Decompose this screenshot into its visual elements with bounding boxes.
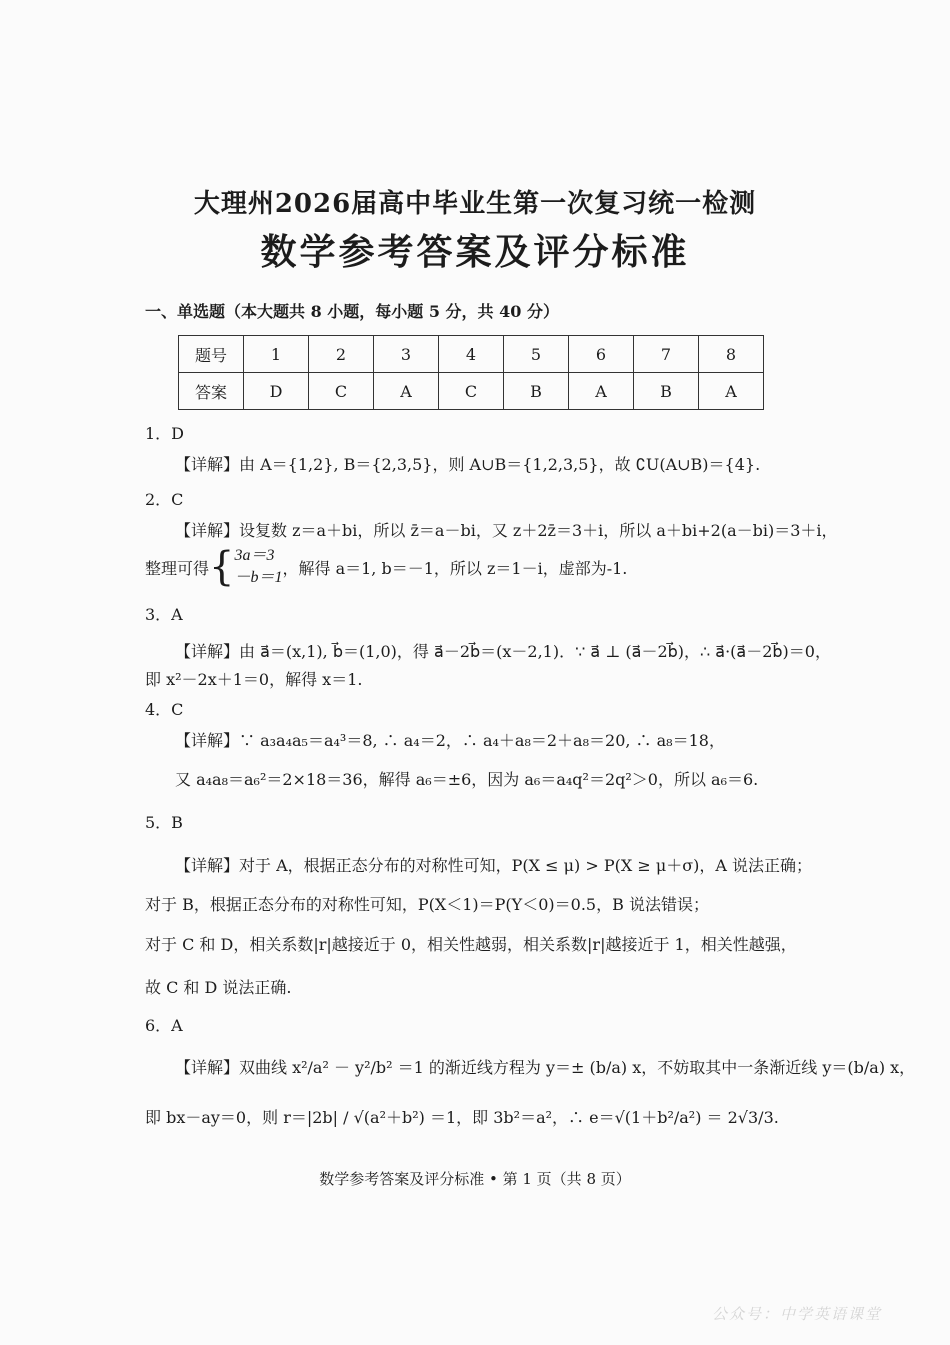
table-cell: 3: [374, 336, 439, 373]
question-6-title: 6．A: [145, 1016, 183, 1035]
table-row: [179, 373, 764, 410]
table-cell: 6: [569, 336, 634, 373]
table-row-label: 题号: [179, 336, 244, 373]
table-cell: C: [309, 373, 374, 410]
system-prefix: 整理可得: [145, 558, 210, 578]
table-cell: D: [244, 373, 309, 410]
table-cell: A: [374, 373, 439, 410]
question-4-title: 4．C: [145, 700, 184, 719]
question-2-title: 2．C: [145, 490, 184, 509]
question-2-system: [145, 544, 627, 590]
table-cell: A: [569, 373, 634, 410]
page-footer: 数学参考答案及评分标准 • 第 1 页（共 8 页）: [319, 1170, 631, 1188]
question-5-detail-b: 对于 B，根据正态分布的对称性可知，P(X＜1)＝P(Y＜0)＝0.5，B 说法错误；: [145, 895, 709, 914]
question-5-detail: 【详解】对于 A，根据正态分布的对称性可知，P(X ≤ μ) > P(X ≥ μ＋σ)，A 说法正确；: [175, 856, 813, 875]
question-5-detail-cd: 对于 C 和 D，相关系数|r|越接近于 0，相关性越弱，相关系数|r|越接近于 1，相关性越强，: [145, 935, 797, 954]
table-cell: 4: [439, 336, 504, 373]
document-title: 大理州2026届高中毕业生第一次复习统一检测: [193, 189, 757, 219]
question-5-title: 5．B: [145, 813, 183, 832]
question-1-title: 1．D: [145, 424, 185, 443]
table-cell: 8: [699, 336, 764, 373]
question-6-detail-cont: 即 bx－ay＝0，则 r＝|2b| / √(a²＋b²) ＝1，即 3b²＝a²，∴ e＝√(1＋b²/a²) ＝ 2√3/3.: [145, 1108, 779, 1127]
table-cell: B: [504, 373, 569, 410]
watermark: 公众号：中学英语课堂: [711, 1305, 882, 1323]
section-heading: 一、单选题（本大题共 8 小题，每小题 5 分，共 40 分）: [145, 302, 559, 321]
question-3-detail: 【详解】由 a⃗＝(x,1), b⃗＝(1,0)，得 a⃗－2b⃗＝(x－2,1)．∵ a⃗ ⊥ (a⃗－2b⃗)，∴ a⃗·(a⃗－2b⃗)＝0，: [175, 642, 831, 661]
brace-icon: {: [209, 544, 235, 590]
equation-system: [234, 545, 282, 589]
question-1-detail: 【详解】由 A＝{1,2}, B＝{2,3,5}，则 A∪B＝{1,2,3,5}，故 ∁U(A∪B)＝{4}.: [175, 455, 761, 474]
question-3-detail-cont: 即 x²－2x＋1＝0，解得 x＝1.: [145, 670, 363, 689]
question-6-detail: 【详解】双曲线 x²/a² － y²/b² ＝1 的渐近线方程为 y＝± (b/a) x，不妨取其中一条渐近线 y＝(b/a) x，: [175, 1058, 916, 1077]
equation-2: －b＝1: [234, 569, 283, 586]
table-cell: 7: [634, 336, 699, 373]
table-cell: C: [439, 373, 504, 410]
question-3-title: 3．A: [145, 605, 183, 624]
document-subtitle: 数学参考答案及评分标准: [260, 231, 690, 273]
question-4-detail-cont: 又 a₄a₈＝a₆²＝2×18＝36，解得 a₆＝±6，因为 a₆＝a₄q²＝2q²＞0，所以 a₆＝6.: [175, 770, 759, 789]
question-2-detail: 【详解】设复数 z＝a＋bi，所以 z̄＝a－bi，又 z＋2z̄＝3＋i，所以 a＋bi+2(a－bi)＝3＋i，: [175, 521, 838, 540]
table-cell: 5: [504, 336, 569, 373]
equation-1: 3a＝3: [234, 547, 275, 564]
table-cell: B: [634, 373, 699, 410]
answer-table: [178, 335, 764, 410]
table-row-label: 答案: [179, 373, 244, 410]
question-4-detail: 【详解】∵ a₃a₄a₅＝a₄³＝8, ∴ a₄＝2，∴ a₄＋a₈＝2＋a₈＝20, ∴ a₈＝18，: [175, 731, 725, 750]
table-cell: 1: [244, 336, 309, 373]
question-5-conclusion: 故 C 和 D 说法正确.: [145, 978, 292, 997]
table-row: [179, 336, 764, 373]
table-cell: A: [699, 373, 764, 410]
system-result: ，解得 a＝1, b＝－1，所以 z＝1－i，虚部为-1.: [282, 558, 628, 578]
table-cell: 2: [309, 336, 374, 373]
